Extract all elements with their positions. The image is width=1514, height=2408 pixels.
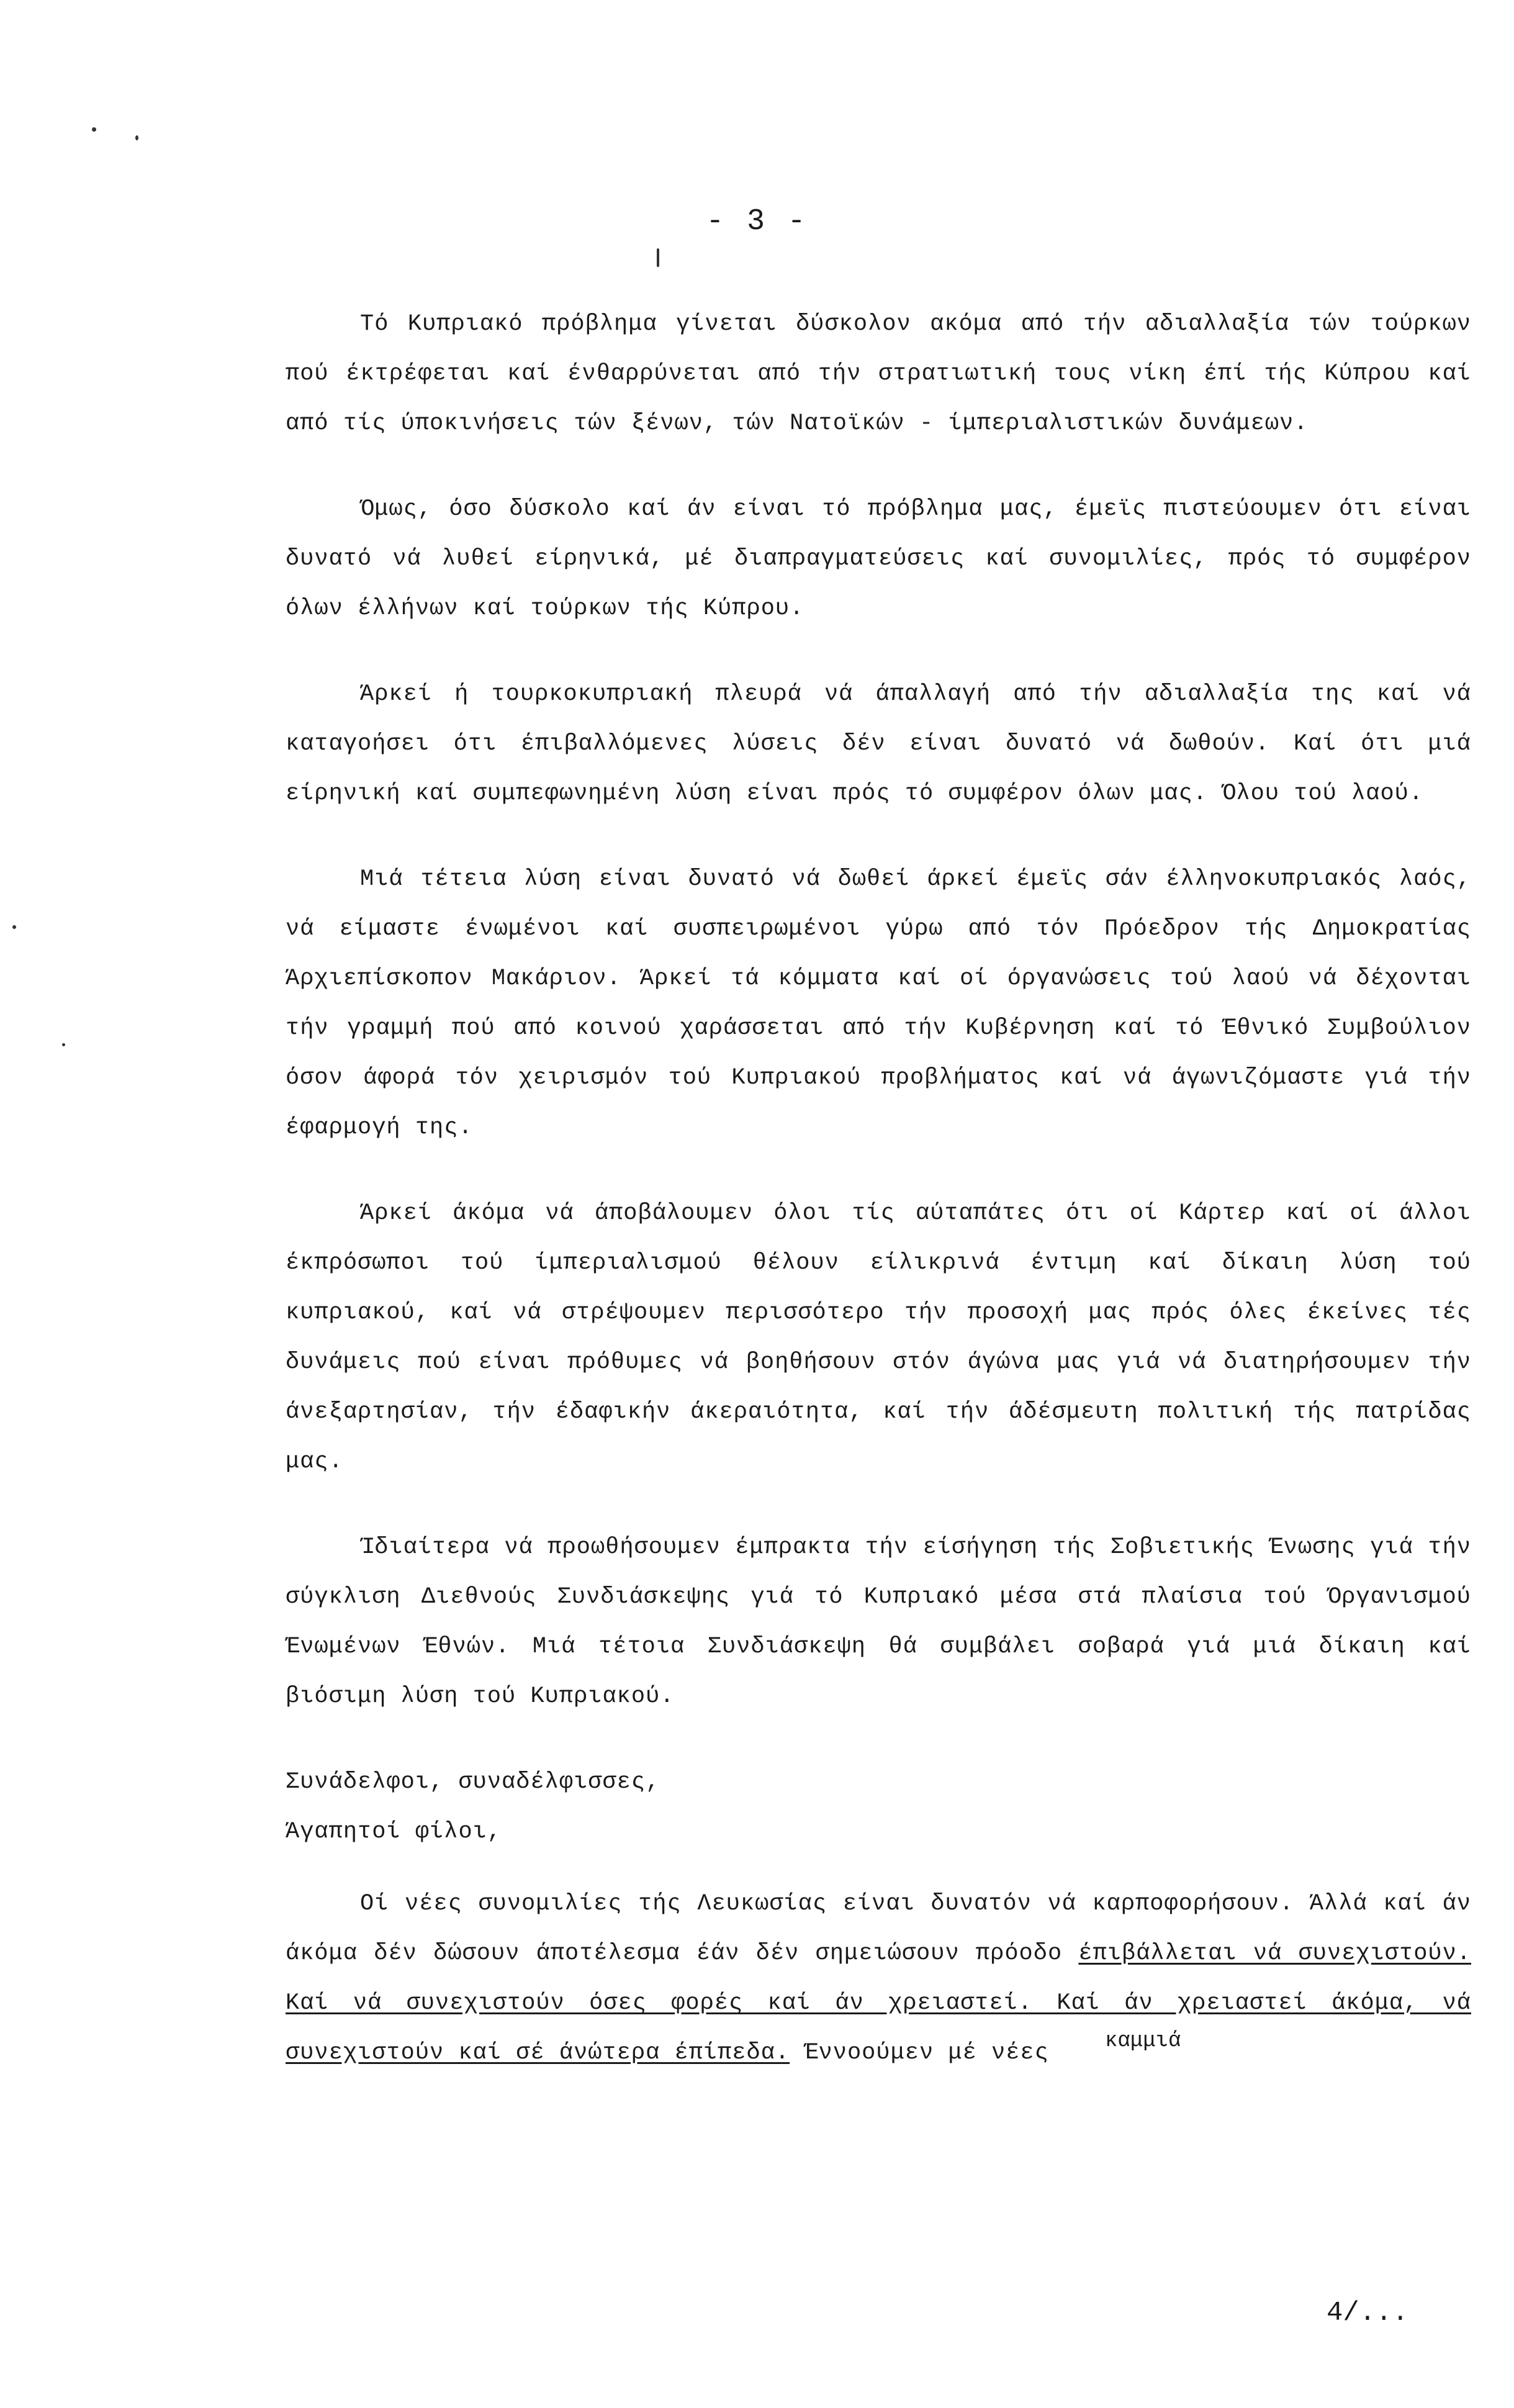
paragraph-4: Μιά τέτεια λύση είναι δυνατό νά δωθεί άρκεί έμεϊς σάν έλληνοκυπριακός λαός, νά είμαστε ένωμένοι καί συσπειρωμένοι γύρω από τόν Πρόεδρον τής Δημοκρατίας Άρχιεπίσκοπον Μακάριον. Άρκεί τά κόμματα καί οί όργανώσεις τού λαού νά δέχονται τήν γραμμή πού από κοινού χαράσσεται από τήν Κυβέρνηση καί τό Έθνικό Συμβούλιον όσον άφορά τόν χειρισμόν τού Κυπριακού προβλήματος καί νά άγωνιζόμαστε γιά τήν έφαρμογή της. (286, 866, 1471, 1141)
paragraph-3: Άρκεί ή τουρκοκυπριακή πλευρά νά άπαλλαγή από τήν αδιαλλαξία της καί νά καταγοήσει ότι έπιβαλλόμενες λύσεις δέν είναι δυνατό νά δωθούν. Καί ότι μιά είρηνική καί συμπεφωνημένη λύση είναι πρός τό συμφέρον όλων μας. Όλου τού λαού. (286, 681, 1471, 807)
paragraph-2: Όμως, όσο δύσκολο καί άν είναι τό πρόβλημα μας, έμεϊς πιστεύουμεν ότι είναι δυνατό νά λυθεί είρηνικά, μέ διαπραγματεύσεις καί συνομιλίες, πρός τό συμφέρον όλων έλλήνων καί τούρκων τής Κύπρου. (286, 496, 1471, 622)
closing-underlined-text: έπιβάλλεται νά συνεχιστούν. Καί νά συνεχιστούν όσες φορές καί άν χρειαστεί. Καί άν χρειαστεί άκόμα, νά συνεχιστούν καί σέ άνώτερα έπίπεδα. (286, 1940, 1472, 2066)
paragraph-6: Ίδιαίτερα νά προωθήσουμεν έμπρακτα τήν είσήγηση τής Σοβιετικής Ένωσης γιά τήν σύγκλιση Διεθνούς Συνδιάσκεψης γιά τό Κυπριακό μέσα στά πλαίσια τού Όργανισμού Ένωμένων Έθνών. Μιά τέτοια Συνδιάσκεψη θά συμβάλει σοβαρά γιά μιά δίκαιη καί βιόσιμη λύση τού Κυπριακού. (286, 1534, 1471, 1709)
scan-speck (62, 1043, 65, 1046)
continuation-marker: 4/... (1326, 2297, 1408, 2329)
closing-paragraph (286, 1879, 1471, 2078)
handwritten-insertion: καμμιά (1105, 2029, 1181, 2053)
closing-plain-text: Οί νέες συνομιλίες τής Λευκωσίας είναι δυνατόν νά καρποφορήσουν. Άλλά καί άν άκόμα δέν δώσουν άποτέλεσμα έάν δέν σημειώσουν πρόοδο (286, 1891, 1471, 1967)
scan-speck (92, 127, 96, 132)
salutation-line-2: Άγαπητοί φίλοι, (286, 1819, 502, 1845)
salutation-line-1: Συνάδελφοι, συναδέλφισσες, (286, 1769, 660, 1795)
closing-tail-text: Έννοούμεν μέ νέες (790, 2040, 1049, 2066)
scan-mark (657, 248, 659, 267)
scan-speck (12, 925, 16, 929)
paragraph-5: Άρκεί άκόμα νά άποβάλουμεν όλοι τίς αύταπάτες ότι οί Κάρτερ καί οί άλλοι έκπρόσωποι τού ίμπεριαλισμού θέλουν είλικρινά έντιμη καί δίκαιη λύση τού κυπριακού, καί νά στρέψουμεν περισσότερο τήν προσοχή μας πρός όλες έκείνες τές δυνάμεις πού είναι πρόθυμες νά βοηθήσουν στόν άγώνα μας γιά νά διατηρήσουμεν τήν άνεξαρτησίαν, τήν έδαφικήν άκεραιότητα, καί τήν άδέσμευτη πολιτική τής πατρίδας μας. (286, 1200, 1471, 1475)
page-number: - 3 - (706, 205, 808, 238)
body-text (286, 299, 1471, 2078)
scan-speck (135, 135, 138, 140)
paragraph-1: Τό Κυπριακό πρόβλημα γίνεται δύσκολον ακόμα από τήν αδιαλλαξία τών τούρκων πού έκτρέφεται καί ένθαρρύνεται από τήν στρατιωτική τους νίκη έπί τής Κύπρου καί από τίς ύποκινήσεις τών ξένων, τών Νατοϊκών - ίμπεριαλιστικών δυνάμεων. (286, 311, 1471, 437)
